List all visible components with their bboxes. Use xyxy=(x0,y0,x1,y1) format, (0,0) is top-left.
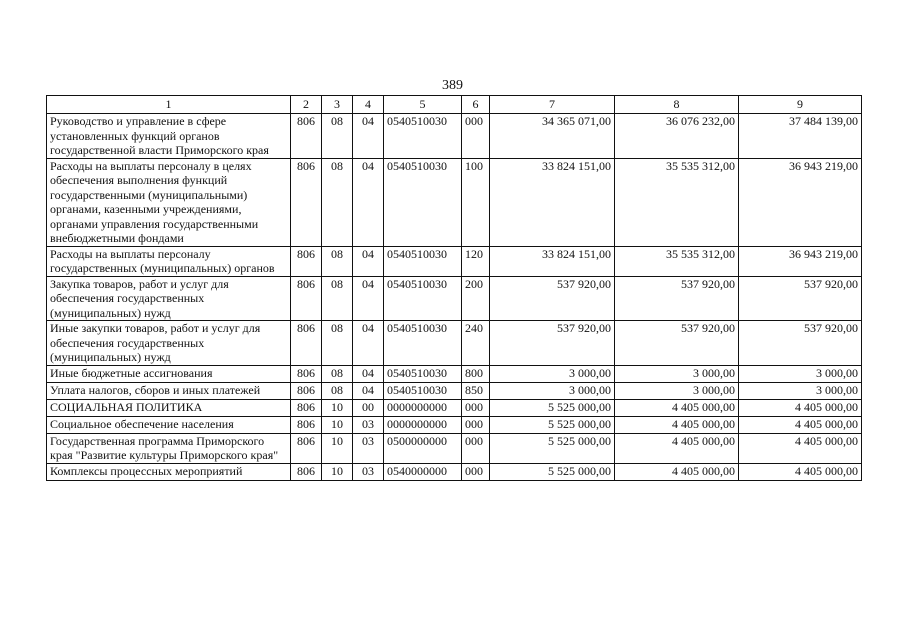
target-code-cell: 0540510030 xyxy=(384,321,462,366)
amount-cell: 3 000,00 xyxy=(739,365,862,382)
amount-cell: 36 076 232,00 xyxy=(615,114,739,159)
subsection-cell: 00 xyxy=(353,399,384,416)
header-cell: 6 xyxy=(462,96,490,114)
amount-cell: 4 405 000,00 xyxy=(739,416,862,433)
amount-cell: 5 525 000,00 xyxy=(490,463,615,480)
code-cell: 806 xyxy=(291,276,322,321)
amount-cell: 3 000,00 xyxy=(615,382,739,399)
amount-cell: 35 535 312,00 xyxy=(615,158,739,246)
amount-cell: 537 920,00 xyxy=(490,276,615,321)
amount-cell: 3 000,00 xyxy=(615,365,739,382)
code-cell: 806 xyxy=(291,382,322,399)
subsection-cell: 04 xyxy=(353,321,384,366)
expense-type-cell: 200 xyxy=(462,276,490,321)
code-cell: 806 xyxy=(291,433,322,463)
amount-cell: 36 943 219,00 xyxy=(739,158,862,246)
budget-table xyxy=(46,95,862,481)
amount-cell: 5 525 000,00 xyxy=(490,399,615,416)
expense-type-cell: 120 xyxy=(462,246,490,276)
subsection-cell: 04 xyxy=(353,365,384,382)
table-row xyxy=(47,433,862,463)
amount-cell: 4 405 000,00 xyxy=(739,463,862,480)
table-body xyxy=(47,114,862,481)
amount-cell: 4 405 000,00 xyxy=(739,433,862,463)
row-name-cell: Закупка товаров, работ и услуг для обеспечения государственных (муниципальных) нужд xyxy=(47,276,291,321)
amount-cell: 4 405 000,00 xyxy=(739,399,862,416)
code-cell: 806 xyxy=(291,246,322,276)
section-cell: 10 xyxy=(322,416,353,433)
amount-cell: 36 943 219,00 xyxy=(739,246,862,276)
subsection-cell: 04 xyxy=(353,276,384,321)
section-cell: 10 xyxy=(322,433,353,463)
code-cell: 806 xyxy=(291,416,322,433)
amount-cell: 5 525 000,00 xyxy=(490,416,615,433)
section-cell: 10 xyxy=(322,463,353,480)
header-cell: 9 xyxy=(739,96,862,114)
table-row xyxy=(47,463,862,480)
section-cell: 10 xyxy=(322,399,353,416)
section-cell: 08 xyxy=(322,382,353,399)
table-row xyxy=(47,399,862,416)
row-name-cell: Иные закупки товаров, работ и услуг для обеспечения государственных (муниципальных) нужд xyxy=(47,321,291,366)
expense-type-cell: 850 xyxy=(462,382,490,399)
expense-type-cell: 000 xyxy=(462,399,490,416)
target-code-cell: 0000000000 xyxy=(384,416,462,433)
section-cell: 08 xyxy=(322,158,353,246)
table-row xyxy=(47,365,862,382)
target-code-cell: 0540510030 xyxy=(384,158,462,246)
page-number: 389 xyxy=(442,78,463,93)
target-code-cell: 0540510030 xyxy=(384,114,462,159)
row-name-cell: СОЦИАЛЬНАЯ ПОЛИТИКА xyxy=(47,399,291,416)
amount-cell: 37 484 139,00 xyxy=(739,114,862,159)
target-code-cell: 0000000000 xyxy=(384,399,462,416)
header-cell: 2 xyxy=(291,96,322,114)
table-row xyxy=(47,416,862,433)
header-cell: 7 xyxy=(490,96,615,114)
code-cell: 806 xyxy=(291,365,322,382)
amount-cell: 537 920,00 xyxy=(615,276,739,321)
code-cell: 806 xyxy=(291,321,322,366)
amount-cell: 537 920,00 xyxy=(739,321,862,366)
section-cell: 08 xyxy=(322,365,353,382)
subsection-cell: 03 xyxy=(353,416,384,433)
expense-type-cell: 000 xyxy=(462,114,490,159)
subsection-cell: 04 xyxy=(353,246,384,276)
row-name-cell: Иные бюджетные ассигнования xyxy=(47,365,291,382)
amount-cell: 35 535 312,00 xyxy=(615,246,739,276)
expense-type-cell: 800 xyxy=(462,365,490,382)
row-name-cell: Руководство и управление в сфере установленных функций органов государственной власти Приморского края xyxy=(47,114,291,159)
code-cell: 806 xyxy=(291,399,322,416)
expense-type-cell: 000 xyxy=(462,416,490,433)
subsection-cell: 04 xyxy=(353,382,384,399)
table-row xyxy=(47,382,862,399)
amount-cell: 4 405 000,00 xyxy=(615,399,739,416)
code-cell: 806 xyxy=(291,114,322,159)
amount-cell: 5 525 000,00 xyxy=(490,433,615,463)
target-code-cell: 0540510030 xyxy=(384,365,462,382)
section-cell: 08 xyxy=(322,246,353,276)
amount-cell: 33 824 151,00 xyxy=(490,158,615,246)
amount-cell: 537 920,00 xyxy=(490,321,615,366)
target-code-cell: 0540000000 xyxy=(384,463,462,480)
section-cell: 08 xyxy=(322,276,353,321)
target-code-cell: 0540510030 xyxy=(384,276,462,321)
amount-cell: 3 000,00 xyxy=(739,382,862,399)
table-row xyxy=(47,276,862,321)
amount-cell: 537 920,00 xyxy=(739,276,862,321)
table-row xyxy=(47,246,862,276)
subsection-cell: 03 xyxy=(353,433,384,463)
table-row xyxy=(47,321,862,366)
amount-cell: 4 405 000,00 xyxy=(615,416,739,433)
expense-type-cell: 000 xyxy=(462,463,490,480)
amount-cell: 3 000,00 xyxy=(490,365,615,382)
header-cell: 4 xyxy=(353,96,384,114)
row-name-cell: Расходы на выплаты персоналу в целях обеспечения выполнения функций государственными (муниципальными) органами, казенными учреждениями, органами управления государственными внебюджетными фондами xyxy=(47,158,291,246)
row-name-cell: Уплата налогов, сборов и иных платежей xyxy=(47,382,291,399)
header-cell: 3 xyxy=(322,96,353,114)
target-code-cell: 0500000000 xyxy=(384,433,462,463)
expense-type-cell: 100 xyxy=(462,158,490,246)
header-row xyxy=(47,96,862,114)
row-name-cell: Расходы на выплаты персоналу государственных (муниципальных) органов xyxy=(47,246,291,276)
amount-cell: 33 824 151,00 xyxy=(490,246,615,276)
amount-cell: 34 365 071,00 xyxy=(490,114,615,159)
amount-cell: 4 405 000,00 xyxy=(615,433,739,463)
header-cell: 8 xyxy=(615,96,739,114)
subsection-cell: 03 xyxy=(353,463,384,480)
amount-cell: 537 920,00 xyxy=(615,321,739,366)
target-code-cell: 0540510030 xyxy=(384,382,462,399)
header-cell: 5 xyxy=(384,96,462,114)
code-cell: 806 xyxy=(291,463,322,480)
row-name-cell: Государственная программа Приморского края "Развитие культуры Приморского края" xyxy=(47,433,291,463)
expense-type-cell: 240 xyxy=(462,321,490,366)
subsection-cell: 04 xyxy=(353,114,384,159)
table-row xyxy=(47,114,862,159)
target-code-cell: 0540510030 xyxy=(384,246,462,276)
row-name-cell: Социальное обеспечение населения xyxy=(47,416,291,433)
row-name-cell: Комплексы процессных мероприятий xyxy=(47,463,291,480)
table-row xyxy=(47,158,862,246)
amount-cell: 4 405 000,00 xyxy=(615,463,739,480)
code-cell: 806 xyxy=(291,158,322,246)
subsection-cell: 04 xyxy=(353,158,384,246)
section-cell: 08 xyxy=(322,321,353,366)
amount-cell: 3 000,00 xyxy=(490,382,615,399)
header-cell: 1 xyxy=(47,96,291,114)
expense-type-cell: 000 xyxy=(462,433,490,463)
section-cell: 08 xyxy=(322,114,353,159)
